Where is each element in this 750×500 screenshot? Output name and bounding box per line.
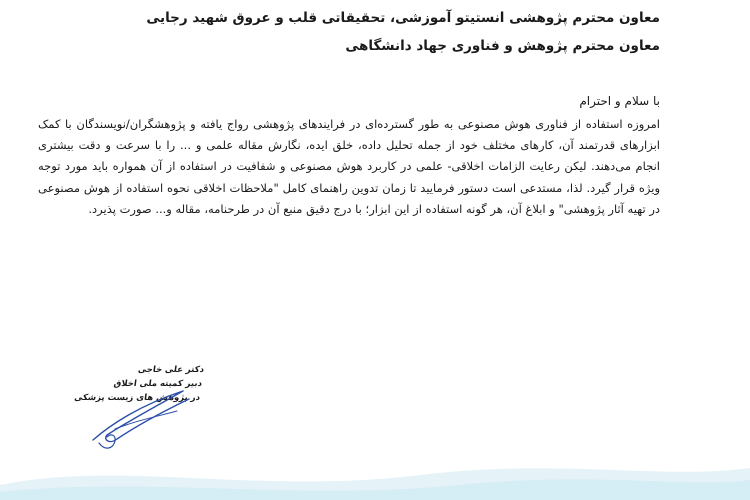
letter-body: امروزه استفاده از فناوری هوش مصنوعی به طور گسترده‌ای در فرایندهای پژوهشی رواج یافته و پژوهشگران/نویسندگان با کمک ابزارهای قدرتمند آن، کارهای مختلف خود از جمله تحلیل داده، خلق ایده، نگارش مقاله علمی و ... را با سرعت و دقت بیشتری انجام می‌دهند. لیکن رعایت الزامات اخلاقی- علمی در کاربرد هوش مصنوعی و شفافیت در استفاده از آن همواره باید مورد توجه ویژه قرار گیرد. لذا، مستدعی است دستور فرمایید تا زمان تدوین راهنمای کامل "ملاحظات اخلاقی نحوه استفاده از هوش مصنوعی در تهیه آثار پژوهشی" و ابلاغ آن، هر گونه استفاده از این ابزار؛ با درج دقیق منبع آن در طرحنامه، مقاله و... صورت پذیرد. (38, 117, 660, 216)
greeting: با سلام و احترام (579, 94, 660, 108)
addressee-line-1: معاون محترم پژوهشی انستیتو آموزشی، تحقیقاتی قلب و عروق شهید رجایی (146, 10, 660, 26)
addressee-line-2: معاون محترم پژوهش و فناوری جهاد دانشگاهی (345, 38, 660, 54)
footer-wave-decoration (0, 440, 750, 500)
signatory-title-1: دبیر کمیته ملی اخلاق (112, 379, 203, 389)
signatory-title-2: در پژوهش های زیست پزشکی (73, 393, 201, 403)
signatory-name: دکتر علی خاجی (137, 365, 205, 375)
